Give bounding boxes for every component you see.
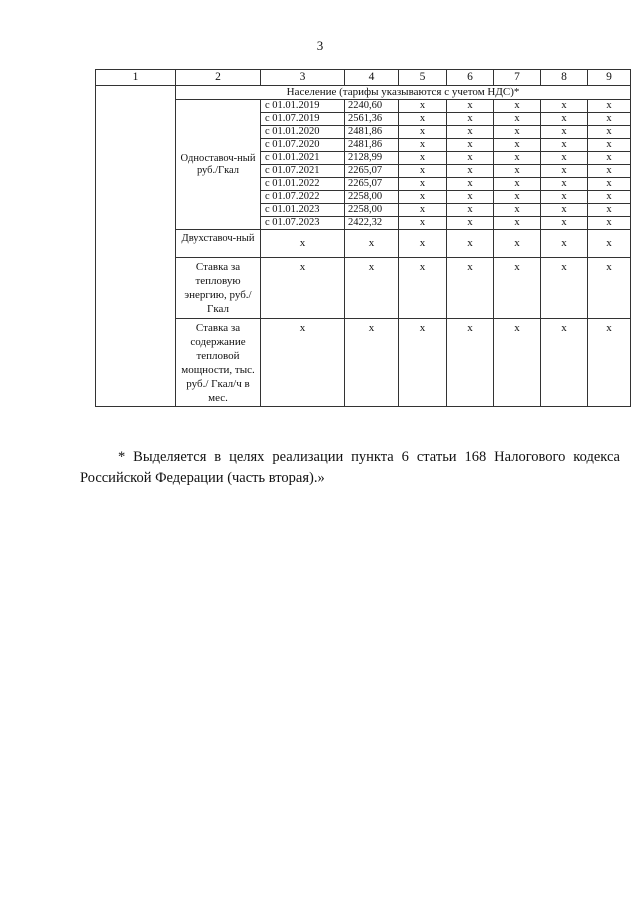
not-applicable-mark: x	[494, 165, 541, 178]
not-applicable-mark: x	[588, 319, 631, 407]
not-applicable-mark: x	[447, 126, 494, 139]
tariff-value: 2265,07	[345, 178, 399, 191]
not-applicable-mark: x	[494, 217, 541, 230]
column-header: 2	[176, 70, 261, 86]
not-applicable-mark: x	[447, 258, 494, 319]
section-title: Население (тарифы указываются с учетом НДС)*	[176, 86, 631, 100]
not-applicable-mark: x	[541, 204, 588, 217]
tariff-value: 2258,00	[345, 204, 399, 217]
not-applicable-mark: x	[588, 230, 631, 258]
column-header: 9	[588, 70, 631, 86]
not-applicable-mark: x	[399, 152, 447, 165]
not-applicable-mark: x	[447, 217, 494, 230]
tariff-value: 2561,36	[345, 113, 399, 126]
not-applicable-mark: x	[261, 230, 345, 258]
not-applicable-mark: x	[447, 152, 494, 165]
tariff-value: 2481,86	[345, 126, 399, 139]
not-applicable-mark: x	[345, 258, 399, 319]
not-applicable-mark: x	[541, 178, 588, 191]
not-applicable-mark: x	[541, 258, 588, 319]
not-applicable-mark: x	[447, 319, 494, 407]
not-applicable-mark: x	[399, 230, 447, 258]
not-applicable-mark: x	[494, 204, 541, 217]
section-title-row	[96, 86, 631, 100]
not-applicable-mark: x	[447, 165, 494, 178]
tariff-value: 2240,60	[345, 100, 399, 113]
tariff-value: 2422,32	[345, 217, 399, 230]
not-applicable-mark: x	[399, 204, 447, 217]
tariff-date: с 01.07.2020	[261, 139, 345, 152]
not-applicable-mark: x	[399, 319, 447, 407]
not-applicable-mark: x	[447, 100, 494, 113]
not-applicable-mark: x	[399, 165, 447, 178]
not-applicable-mark: x	[494, 152, 541, 165]
not-applicable-mark: x	[399, 217, 447, 230]
tariff-date: с 01.07.2021	[261, 165, 345, 178]
not-applicable-mark: x	[399, 191, 447, 204]
not-applicable-mark: x	[588, 152, 631, 165]
tariff-value: 2258,00	[345, 191, 399, 204]
not-applicable-mark: x	[447, 113, 494, 126]
not-applicable-mark: x	[345, 319, 399, 407]
not-applicable-mark: x	[399, 100, 447, 113]
page-number: 3	[316, 38, 324, 53]
not-applicable-mark: x	[447, 204, 494, 217]
not-applicable-mark: x	[447, 230, 494, 258]
not-applicable-mark: x	[588, 165, 631, 178]
not-applicable-mark: x	[494, 178, 541, 191]
not-applicable-mark: x	[399, 178, 447, 191]
footnote: * Выделяется в целях реализации пункта 6 статьи 168 Налогового кодекса Российской Федерации (часть вторая).»	[80, 448, 620, 486]
tariff-date: с 01.01.2021	[261, 152, 345, 165]
not-applicable-mark: x	[588, 217, 631, 230]
not-applicable-mark: x	[447, 178, 494, 191]
not-applicable-mark: x	[541, 319, 588, 407]
not-applicable-mark: x	[588, 113, 631, 126]
not-applicable-mark: x	[541, 165, 588, 178]
column-header: 1	[96, 70, 176, 86]
not-applicable-mark: x	[588, 100, 631, 113]
heat-energy-rate-row	[96, 258, 631, 319]
not-applicable-mark: x	[494, 126, 541, 139]
not-applicable-mark: x	[588, 204, 631, 217]
not-applicable-mark: x	[541, 191, 588, 204]
table-row	[96, 100, 631, 113]
not-applicable-mark: x	[261, 258, 345, 319]
not-applicable-mark: x	[399, 258, 447, 319]
not-applicable-mark: x	[588, 139, 631, 152]
not-applicable-mark: x	[541, 126, 588, 139]
column-number-row	[96, 70, 631, 86]
not-applicable-mark: x	[588, 258, 631, 319]
not-applicable-mark: x	[541, 217, 588, 230]
not-applicable-mark: x	[399, 126, 447, 139]
column-header: 7	[494, 70, 541, 86]
not-applicable-mark: x	[494, 139, 541, 152]
tariff-date: с 01.01.2023	[261, 204, 345, 217]
tariff-date: с 01.01.2022	[261, 178, 345, 191]
not-applicable-mark: x	[447, 191, 494, 204]
tariff-table	[95, 69, 631, 407]
not-applicable-mark: x	[447, 139, 494, 152]
tariff-value: 2265,07	[345, 165, 399, 178]
tariff-date: с 01.01.2020	[261, 126, 345, 139]
column-header: 5	[399, 70, 447, 86]
tariff-value: 2128,99	[345, 152, 399, 165]
not-applicable-mark: x	[541, 139, 588, 152]
not-applicable-mark: x	[261, 319, 345, 407]
tariff-date: с 01.01.2019	[261, 100, 345, 113]
column-header: 8	[541, 70, 588, 86]
column-header: 4	[345, 70, 399, 86]
two-rate-row	[96, 230, 631, 258]
not-applicable-mark: x	[541, 230, 588, 258]
not-applicable-mark: x	[494, 191, 541, 204]
not-applicable-mark: x	[541, 100, 588, 113]
blank-column-cell	[96, 86, 176, 407]
not-applicable-mark: x	[345, 230, 399, 258]
tariff-date: с 01.07.2022	[261, 191, 345, 204]
not-applicable-mark: x	[541, 152, 588, 165]
capacity-rate-row	[96, 319, 631, 407]
not-applicable-mark: x	[588, 126, 631, 139]
tariff-date: с 01.07.2019	[261, 113, 345, 126]
column-header: 3	[261, 70, 345, 86]
tariff-date: с 01.07.2023	[261, 217, 345, 230]
not-applicable-mark: x	[494, 319, 541, 407]
not-applicable-mark: x	[494, 258, 541, 319]
not-applicable-mark: x	[588, 178, 631, 191]
two-rate-label: Двухставоч-ный	[176, 230, 261, 258]
not-applicable-mark: x	[399, 113, 447, 126]
tariff-value: 2481,86	[345, 139, 399, 152]
not-applicable-mark: x	[399, 139, 447, 152]
not-applicable-mark: x	[588, 191, 631, 204]
not-applicable-mark: x	[541, 113, 588, 126]
column-header: 6	[447, 70, 494, 86]
not-applicable-mark: x	[494, 113, 541, 126]
single-rate-label: Одноставоч-ный руб./Гкал	[176, 100, 261, 230]
heat-energy-rate-label: Ставка за тепловую энергию, руб./Гкал	[176, 258, 261, 319]
not-applicable-mark: x	[494, 100, 541, 113]
not-applicable-mark: x	[494, 230, 541, 258]
capacity-rate-label: Ставка за содержание тепловой мощности, тыс. руб./ Гкал/ч в мес.	[176, 319, 261, 407]
